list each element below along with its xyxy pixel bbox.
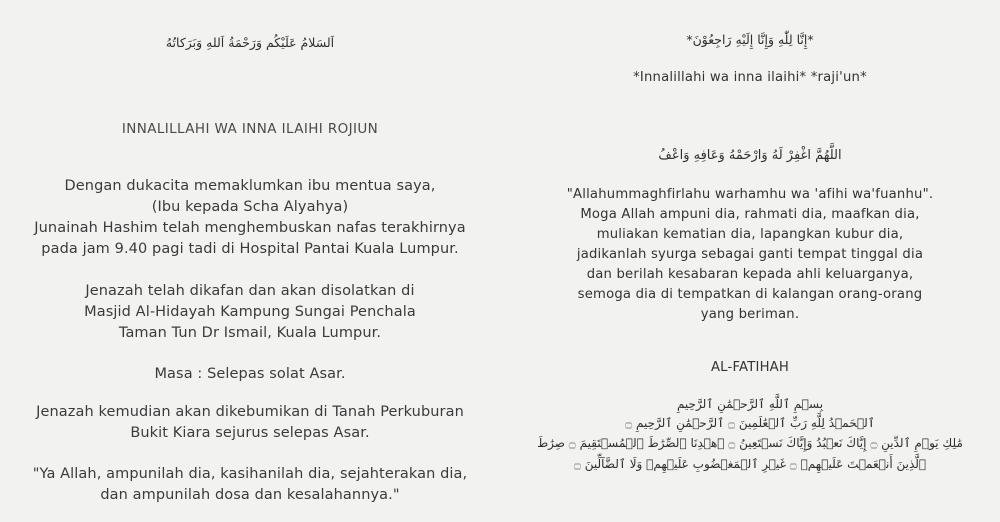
fatihah-verse: مَٰلِكِ يَوۡمِ ٱلدِّينِ ۝ إِيَّاكَ نَعۡبُدُ وَإِيَّاكَ نَسۡتَعِينُ ۝ ٱهۡدِنَا ٱلصِّرَٰطَ ٱلۡمُسۡتَقِيمَ ۝ صِرَٰطَ bbox=[537, 436, 963, 450]
announcement-heading: INNALILLAHI WA INNA ILAIHI ROJIUN bbox=[121, 121, 379, 137]
dua-line: Moga Allah ampuni dia, rahmati dia, maafkan dia, bbox=[580, 207, 920, 222]
announcement-line: Taman Tun Dr Ismail, Kuala Lumpur. bbox=[118, 325, 382, 341]
announcement-line: dan ampunilah dosa dan kesalahannya." bbox=[100, 487, 400, 503]
salam-arabic: اَلسَلامُ عَلَيْكُم وَرَحْمَةُ اَللهِ وَبَرَكاتُهُ bbox=[165, 35, 335, 50]
dua-line: yang beriman. bbox=[700, 307, 800, 322]
announcement-line: Jenazah kemudian akan dikebumikan di Tanah Perkuburan bbox=[36, 404, 464, 420]
istirja-latin: *Innalillahi wa inna ilaihi* *raji'un* bbox=[633, 70, 867, 85]
announcement-line: Dengan dukacita memaklumkan ibu mentua saya, bbox=[64, 178, 436, 194]
announcement-line: Bukit Kiara sejurus selepas Asar. bbox=[130, 425, 370, 441]
istirja-arabic: *إِنَّا لِلّٰهِ وَإِنَّا إِلَيْهِ رَاجِعُوْنَ* bbox=[686, 32, 814, 47]
fatihah-verse: ٱلَّذِينَ أَنۡعَمۡتَ عَلَيۡهِمۡ ۝ غَيۡرِ ٱلۡمَغۡضُوبِ عَلَيۡهِمۡ وَلَا ٱلضَّآلِّينَ ۝ bbox=[573, 457, 927, 471]
dua-line: jadikanlah syurga sebagai ganti tempat tinggal dia bbox=[576, 247, 924, 262]
fatihah-title: AL-FATIHAH bbox=[710, 360, 790, 375]
announcement-line: Masjid Al-Hidayah Kampung Sungai Penchala bbox=[84, 304, 416, 320]
fatihah-verse: ٱلۡحَمۡدُ لِلَّهِ رَبِّ ٱلۡعَٰلَمِينَ ۝ ٱلرَّحۡمَٰنِ ٱلرَّحِيمِ ۝ bbox=[625, 416, 875, 430]
announcement-line: Jenazah telah dikafan dan akan disolatkan di bbox=[85, 283, 415, 299]
dua-line: "Allahummaghfirlahu warhamhu wa 'afihi wa'fuanhu". bbox=[566, 187, 934, 202]
dua-arabic: اللَّهُمَّ اغْفِرْ لَهُ وَارْحَمْهُ وَعَافِهِ وَاعْفُ bbox=[658, 148, 842, 163]
fatihah-verse: بِسۡمِ ٱللَّهِ ٱلرَّحۡمَٰنِ ٱلرَّحِيمِ bbox=[676, 397, 824, 411]
announcement-line: pada jam 9.40 pagi tadi di Hospital Pantai Kuala Lumpur. bbox=[41, 241, 459, 257]
announcement-line: Junainah Hashim telah menghembuskan nafas terakhirnya bbox=[34, 220, 466, 236]
announcement-line: "Ya Allah, ampunilah dia, kasihanilah dia, sejahterakan dia, bbox=[32, 466, 468, 482]
dua-column bbox=[500, 0, 1000, 522]
dua-line: semoga dia di tempatkan di kalangan orang-orang bbox=[577, 287, 923, 302]
announcement-line: (Ibu kepada Scha Alyahya) bbox=[151, 199, 349, 215]
announcement-line: Masa : Selepas solat Asar. bbox=[154, 366, 346, 382]
dua-line: muliakan kematian dia, lapangkan kubur dia, bbox=[596, 227, 904, 242]
dua-line: dan berilah kesabaran kepada ahli keluarganya, bbox=[586, 267, 914, 282]
